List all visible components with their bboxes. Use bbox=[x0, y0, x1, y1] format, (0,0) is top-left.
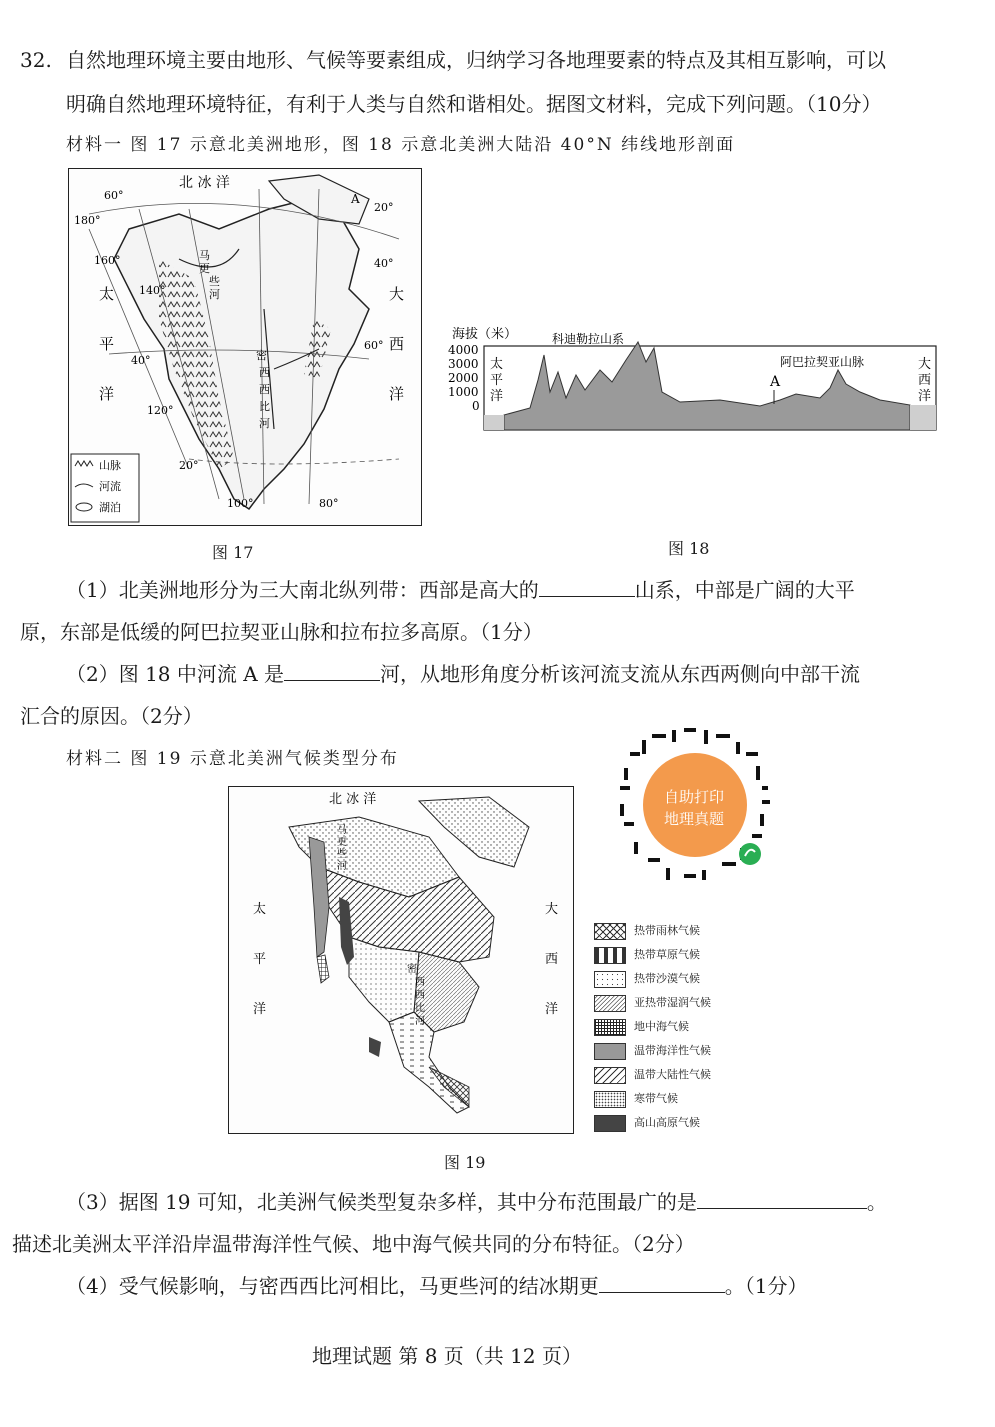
q2-blank[interactable] bbox=[284, 658, 380, 681]
q3-part1: （3）据图 19 可知，北美洲气候类型复杂多样，其中分布范围最广的是 bbox=[66, 1190, 697, 1214]
fig17-yukon-4: 河 bbox=[209, 288, 220, 301]
continental-swatch bbox=[594, 1067, 626, 1084]
fig17-pacific-3: 洋 bbox=[99, 385, 115, 403]
fig19-miss-4: 比 bbox=[415, 1003, 425, 1014]
fig17-coord-120: 120° bbox=[147, 404, 174, 417]
fig17-map bbox=[68, 168, 422, 526]
fig17-miss-2: 西 bbox=[259, 366, 270, 379]
q1-part3: 原，东部是低缓的阿巴拉契亚山脉和拉布拉多高原。（1分） bbox=[20, 620, 543, 644]
qr-code[interactable] bbox=[612, 722, 778, 888]
fig17-ocean-north: 北 冰 洋 bbox=[179, 175, 230, 191]
q1-blank[interactable] bbox=[539, 574, 635, 597]
fig17-caption: 图 17 bbox=[212, 543, 254, 562]
fig17-miss-4: 比 bbox=[259, 400, 270, 413]
fig18-pacific-1: 太 bbox=[490, 357, 504, 372]
fig18-ytick-1000: 1000 bbox=[448, 385, 479, 399]
legend-label: 热带草原气候 bbox=[634, 948, 700, 961]
fig19-caption: 图 19 bbox=[444, 1153, 486, 1172]
material1-text: 材料一 图 17 示意北美洲地形，图 18 示意北美洲大陆沿 40°N 纬线地形剖面 bbox=[66, 135, 736, 155]
q3-line1 bbox=[66, 1182, 887, 1222]
oceanic-swatch bbox=[594, 1043, 626, 1060]
fig17-point-a: A bbox=[351, 192, 360, 206]
fig18-profile bbox=[440, 320, 940, 440]
rainforest-swatch bbox=[594, 923, 626, 940]
page-footer: 地理试题 第 8 页（共 12 页） bbox=[312, 1344, 582, 1368]
legend-item bbox=[594, 922, 700, 942]
fig18-atlantic-2: 西 bbox=[918, 373, 932, 388]
fig17-coord-140: 140° bbox=[139, 284, 166, 297]
fig19-yukon-4: 河 bbox=[337, 861, 347, 872]
legend-item bbox=[594, 1114, 700, 1134]
legend-label: 温带海洋性气候 bbox=[634, 1044, 711, 1057]
fig19-yukon-3: 些 bbox=[337, 849, 347, 860]
fig17-coord-20n: 20° bbox=[179, 459, 199, 472]
fig17-atlantic-3: 洋 bbox=[389, 385, 405, 403]
legend-item bbox=[594, 1066, 711, 1086]
fig19-yukon-2: 更 bbox=[337, 837, 347, 848]
fig17-coord-40n: 40° bbox=[131, 354, 151, 367]
fig17-miss-5: 河 bbox=[259, 417, 270, 430]
fig18-caption: 图 18 bbox=[668, 539, 710, 558]
fig17-miss-3: 西 bbox=[259, 383, 270, 396]
fig18-pacific-3: 洋 bbox=[490, 389, 504, 404]
fig19-miss-2: 西 bbox=[415, 977, 425, 988]
desert-swatch bbox=[594, 971, 626, 988]
q1-part2: 山系，中部是广阔的大平 bbox=[634, 578, 855, 602]
fig17-pacific-2: 平 bbox=[99, 335, 115, 353]
legend-label: 亚热带湿润气候 bbox=[634, 996, 711, 1009]
q2-part2: 河，从地形角度分析该河流支流从东西两侧向中部干流 bbox=[380, 662, 861, 686]
fig17-yukon-2: 更 bbox=[199, 262, 210, 275]
fig19-pacific-1: 太 bbox=[253, 902, 267, 917]
q1-part1: （1）北美洲地形分为三大南北纵列带：西部是高大的 bbox=[66, 578, 539, 602]
fig19-miss-5: 河 bbox=[415, 1016, 425, 1027]
mediterranean-region bbox=[317, 955, 329, 983]
highland-swatch bbox=[594, 1115, 626, 1132]
material2-text: 材料二 图 19 示意北美洲气候类型分布 bbox=[66, 749, 399, 769]
fig17-legend-river: 河流 bbox=[99, 480, 121, 493]
qr-line2: 地理真题 bbox=[664, 810, 725, 828]
q3-blank[interactable] bbox=[697, 1186, 867, 1209]
fig19-miss-3: 西 bbox=[415, 990, 425, 1001]
legend-item bbox=[594, 994, 711, 1014]
fig18-pacific-water bbox=[484, 415, 504, 430]
question-intro-line1: 自然地理环境主要由地形、气候等要素组成，归纳学习各地理要素的特点及其相互影响，可以 bbox=[66, 48, 886, 72]
fig17-pacific-1: 太 bbox=[99, 285, 115, 303]
mediterranean-swatch bbox=[594, 1019, 626, 1036]
fig19-miss-1: 密 bbox=[407, 964, 417, 975]
fig19-svg bbox=[229, 787, 573, 1133]
fig18-atlantic-3: 洋 bbox=[918, 389, 932, 404]
q4-part1: （4）受气候影响，与密西西比河相比，马更些河的结冰期更 bbox=[66, 1274, 599, 1298]
fig17-coord-80: 80° bbox=[319, 497, 339, 510]
fig18-label-appalachian: 阿巴拉契亚山脉 bbox=[780, 355, 865, 369]
q3-part2: 。 bbox=[866, 1190, 887, 1214]
fig19-atlantic-3: 洋 bbox=[545, 1002, 559, 1017]
fig19-atlantic-1: 大 bbox=[545, 902, 559, 917]
fig18-pacific-2: 平 bbox=[490, 373, 504, 388]
legend-item bbox=[594, 1042, 711, 1062]
q4-part2: 。（1分） bbox=[724, 1274, 808, 1298]
continent-outline bbox=[114, 199, 369, 509]
legend-item bbox=[594, 946, 700, 966]
fig18-svg bbox=[440, 320, 940, 440]
fig18-ytick-4000: 4000 bbox=[448, 343, 479, 357]
fig17-atlantic-2: 西 bbox=[389, 335, 405, 353]
fig19-pacific-2: 平 bbox=[253, 952, 267, 967]
fig17-coord-180: 180° bbox=[74, 214, 101, 227]
fig17-coord-160: 160° bbox=[94, 254, 121, 267]
fig18-ylabel: 海拔（米） bbox=[452, 327, 518, 342]
fig19-yukon-1: 马 bbox=[337, 825, 347, 836]
legend-item bbox=[594, 970, 700, 990]
q4-blank[interactable] bbox=[599, 1270, 725, 1293]
fig18-ytick-3000: 3000 bbox=[448, 357, 479, 371]
q1-line1 bbox=[66, 570, 855, 610]
mini-program-icon bbox=[739, 843, 761, 865]
fig18-ytick-2000: 2000 bbox=[448, 371, 479, 385]
fig19-ocean-north: 北 冰 洋 bbox=[329, 792, 377, 807]
question-number: 32. bbox=[20, 48, 52, 72]
fig19-pacific-3: 洋 bbox=[253, 1002, 267, 1017]
fig19-atlantic-2: 西 bbox=[545, 952, 559, 967]
legend-label: 寒带气候 bbox=[634, 1092, 678, 1105]
legend-label: 地中海气候 bbox=[634, 1020, 689, 1033]
q4-line1 bbox=[66, 1266, 807, 1306]
question-intro-line2: 明确自然地理环境特征，有利于人类与自然和谐相处。据图文材料，完成下列问题。（10分） bbox=[66, 92, 882, 116]
fig17-legend-mountain: 山脉 bbox=[99, 459, 121, 472]
fig17-yukon-3: 些 bbox=[209, 275, 220, 288]
legend-item bbox=[594, 1090, 678, 1110]
polar-swatch bbox=[594, 1091, 626, 1108]
fig19-map bbox=[228, 786, 574, 1134]
fig17-coord-100: 100° bbox=[227, 497, 254, 510]
fig17-coord-20w: 20° bbox=[374, 201, 394, 214]
legend-label: 热带沙漠气候 bbox=[634, 972, 700, 985]
subtropical-swatch bbox=[594, 995, 626, 1012]
legend-label: 温带大陆性气候 bbox=[634, 1068, 711, 1081]
fig17-atlantic-1: 大 bbox=[389, 285, 405, 303]
legend-item bbox=[594, 1018, 689, 1038]
fig17-coord-60w: 60° bbox=[364, 339, 384, 352]
fig17-coord-60n: 60° bbox=[104, 189, 124, 202]
q2-line1 bbox=[66, 654, 860, 694]
q2-part3: 汇合的原因。（2分） bbox=[20, 704, 203, 728]
fig17-legend-lake: 湖泊 bbox=[99, 501, 121, 514]
qr-code-svg bbox=[612, 722, 778, 888]
fig18-atlantic-1: 大 bbox=[918, 357, 932, 372]
fig17-miss-1: 密 bbox=[256, 349, 267, 362]
legend-label: 热带雨林气候 bbox=[634, 924, 700, 937]
fig17-yukon-1: 马 bbox=[199, 249, 210, 262]
q2-part1: （2）图 18 中河流 A 是 bbox=[66, 662, 285, 686]
qr-line1: 自助打印 bbox=[664, 788, 725, 806]
fig18-label-a: A bbox=[770, 374, 781, 390]
fig18-label-rockies: 科迪勒拉山系 bbox=[552, 332, 625, 346]
fig18-ytick-0: 0 bbox=[472, 399, 480, 413]
q3-part3: 描述北美洲太平洋沿岸温带海洋性气候、地中海气候共同的分布特征。（2分） bbox=[12, 1232, 695, 1256]
fig17-coord-40w: 40° bbox=[374, 257, 394, 270]
fig17-svg bbox=[69, 169, 421, 525]
savanna-swatch bbox=[594, 947, 626, 964]
fig18-atlantic-water bbox=[910, 405, 936, 430]
legend-label: 高山高原气候 bbox=[634, 1116, 700, 1129]
fig19-legend bbox=[594, 922, 744, 1138]
